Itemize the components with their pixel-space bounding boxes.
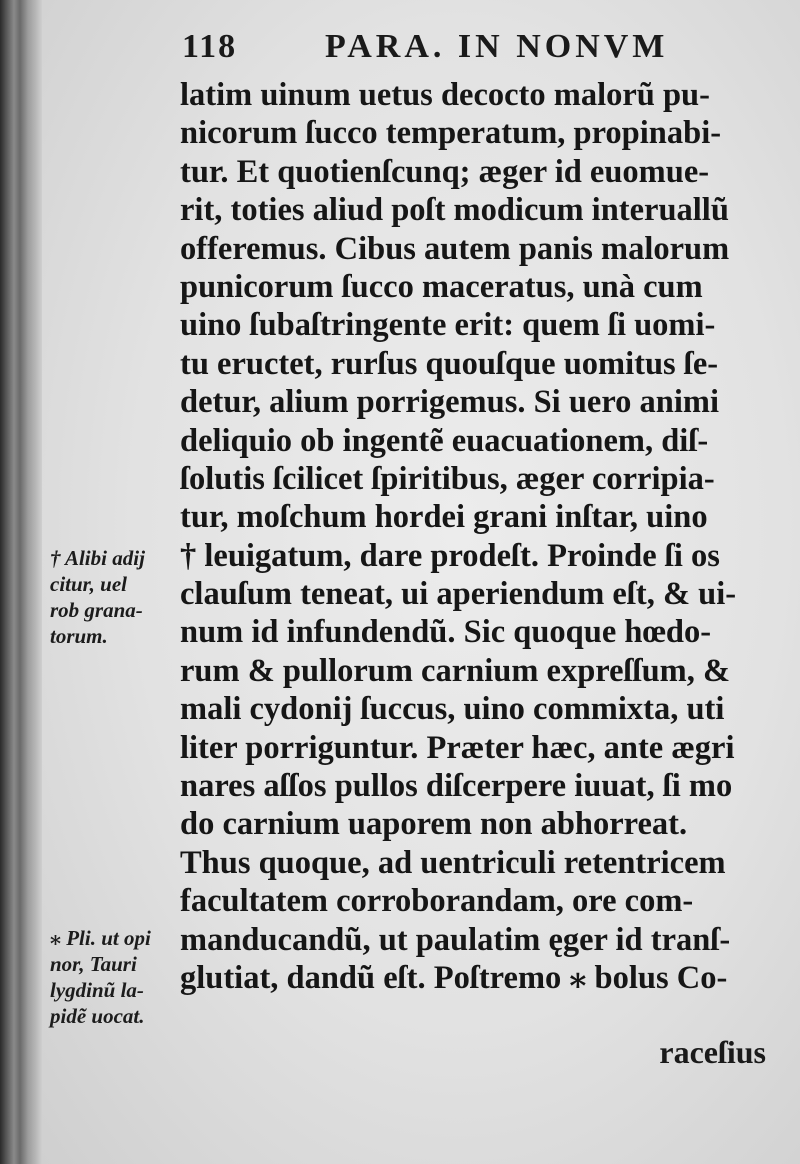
text-line: uino ſubaſtringente erit: quem ſi uomi- bbox=[180, 307, 716, 344]
running-title: PARA. IN NONVM bbox=[325, 28, 669, 65]
text-line: facultatem corroborandam, ore com- bbox=[180, 883, 694, 920]
text-line: detur, alium porrigemus. Si uero animi bbox=[180, 384, 719, 421]
text-line: punicorum ſucco maceratus, unà cum bbox=[180, 268, 703, 305]
marginal-note-line: pidẽ uocat. bbox=[50, 1004, 145, 1028]
page-header bbox=[182, 22, 742, 72]
marginal-note-line: lygdinũ la- bbox=[50, 978, 144, 1002]
text-line: latim uinum uetus decocto malorũ pu- bbox=[180, 77, 710, 113]
page-number: 118 bbox=[182, 28, 238, 65]
text-line: deliquio ob ingentẽ euacuationem, diſ- bbox=[180, 422, 709, 459]
marginal-note-line: ⁎ Pli. ut opi bbox=[50, 926, 151, 950]
text-line: nicorum ſucco temperatum, propinabi- bbox=[180, 115, 722, 152]
text-line: nares aſſos pullos diſcerpere iuuat, ſi mo bbox=[180, 768, 733, 805]
marginal-note-line: torum. bbox=[50, 624, 108, 648]
text-line: rum & pullorum carnium expreſſum, & bbox=[180, 652, 731, 689]
main-text-block bbox=[180, 76, 780, 997]
marginal-note bbox=[50, 545, 175, 649]
marginal-note-line: † Alibi adij bbox=[50, 546, 145, 570]
text-line: tur, moſchum hordei grani inſtar, uino bbox=[180, 499, 708, 536]
text-line: offeremus. Cibus autem panis malorum bbox=[180, 230, 730, 267]
book-spine-edge bbox=[0, 0, 42, 1164]
marginal-note-line: citur, uel bbox=[50, 572, 128, 596]
text-line: rit, toties aliud poſt modicum interuallũ bbox=[180, 192, 729, 229]
text-line: liter porriguntur. Præter hæc, ante ægri bbox=[180, 729, 735, 766]
text-line: mali cydonij ſuccus, uino commixta, uti bbox=[180, 691, 725, 728]
marginal-note-line: nor, Tauri bbox=[50, 952, 137, 976]
text-line: tu eructet, rurſus quouſque uomitus ſe- bbox=[180, 345, 719, 382]
marginal-note-line: rob grana- bbox=[50, 598, 143, 622]
text-line: ſolutis ſcilicet ſpiritibus, æger corripia- bbox=[180, 460, 715, 497]
marginal-note bbox=[50, 925, 175, 1029]
catchword: raceſius bbox=[659, 1034, 766, 1070]
text-line: manducandũ, ut paulatim ęger id tranſ- bbox=[180, 921, 731, 958]
text-line: do carnium uaporem non abhorreat. bbox=[180, 806, 688, 843]
book-page bbox=[42, 0, 800, 1164]
text-line: Thus quoque, ad uentriculi retentricem bbox=[180, 844, 726, 881]
text-line: tur. Et quotienſcunq; æger id euomue- bbox=[180, 153, 710, 190]
text-line: glutiat, dandũ eſt. Poſtremo ⁎ bolus Co- bbox=[180, 959, 728, 996]
text-line: clauſum teneat, ui aperiendum eſt, & ui- bbox=[180, 576, 737, 613]
text-line: † leuigatum, dare prodeſt. Proinde ſi os bbox=[180, 537, 720, 574]
text-line: num id infundendũ. Sic quoque hœdo- bbox=[180, 614, 712, 651]
